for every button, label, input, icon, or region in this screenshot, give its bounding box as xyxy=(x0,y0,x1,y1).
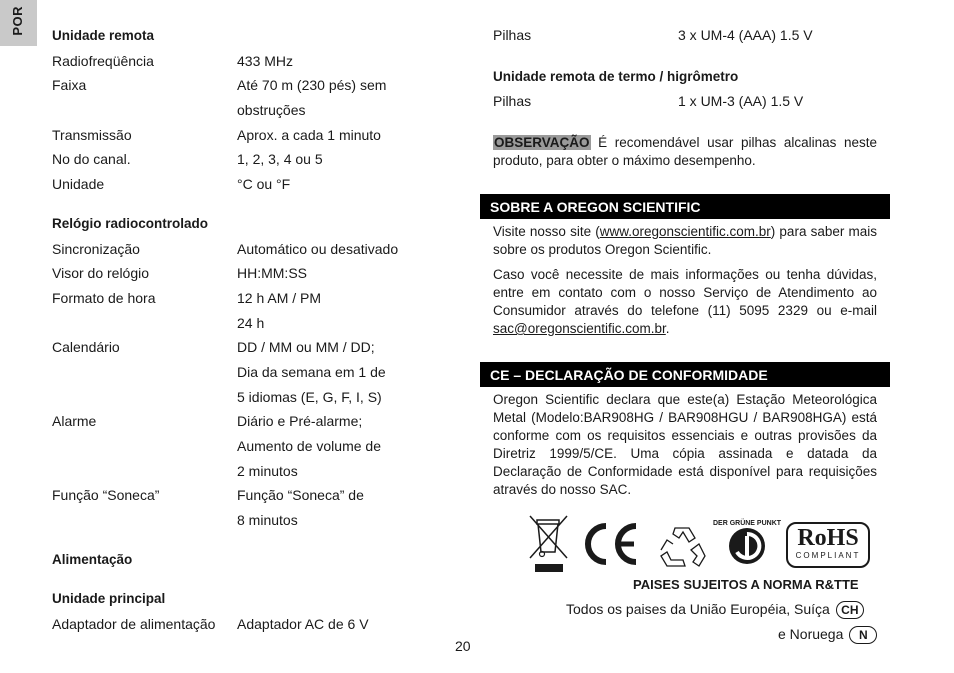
country-badge-ch: CH xyxy=(836,601,864,619)
spec-value: DD / MM ou MM / DD; xyxy=(237,339,375,356)
spec-label: Alarme xyxy=(52,413,97,430)
rtte-heading: PAISES SUJEITOS A NORMA R&TTE xyxy=(633,577,859,592)
language-tab-label: POR xyxy=(10,6,25,36)
spec-row xyxy=(52,98,452,123)
main-unit-heading: Unidade principal xyxy=(52,591,166,607)
ce-heading: CE – DECLARAÇÃO DE CONFORMIDADE xyxy=(490,367,768,383)
spec-row xyxy=(52,311,452,336)
spec-row xyxy=(52,459,452,484)
spec-value: Aumento de volume de xyxy=(237,438,381,454)
about-paragraph-2 xyxy=(493,266,877,338)
green-dot-icon xyxy=(712,516,782,572)
spec-label: Visor do relógio xyxy=(52,265,150,282)
power-heading: Alimentação xyxy=(52,551,133,567)
about-p1-text-a: Visite nosso site ( xyxy=(493,224,600,239)
spec-value: 24 h xyxy=(237,314,265,331)
ce-mark-icon xyxy=(580,520,642,568)
spec-row xyxy=(52,237,452,262)
note-text: É recomendável usar pilhas alcalinas neste produto, para obter o máximo desempenho. xyxy=(493,135,877,168)
spec-value: 5 idiomas (E, G, F, I, S) xyxy=(237,388,382,405)
about-heading: SOBRE A OREGON SCIENTIFIC xyxy=(490,199,701,215)
spec-row xyxy=(52,483,452,508)
spec-value: 433 MHz xyxy=(237,52,294,69)
spec-row xyxy=(52,385,452,410)
spec-row xyxy=(52,612,452,637)
spec-label: Unidade xyxy=(52,176,105,193)
remote-unit-specs xyxy=(52,49,452,197)
note-label: OBSERVAÇÃO xyxy=(494,135,590,150)
spec-label: Adaptador de alimentação xyxy=(52,616,216,633)
spec-label: Radiofreqüência xyxy=(52,52,154,69)
ce-paragraph: Oregon Scientific declara que este(a) Estação Meteorológica Metal (Modelo:BAR908HG / BAR908HGU / BAR908HGA) está conforme com os requisitos essenciais e outras provisões da Diretriz 1999/5/CE. Uma cópia assinada e datada da Declaração de Conformidade está disponível para requisições através do nosso SAC. xyxy=(493,392,877,497)
note-paragraph xyxy=(493,134,877,170)
spec-value: Aprox. a cada 1 minuto xyxy=(237,126,381,143)
rohs-text: RoHS xyxy=(797,525,859,551)
spec-value: Dia da semana em 1 de xyxy=(237,363,386,380)
spec-value: HH:MM:SS xyxy=(237,265,307,282)
website-link[interactable]: www.oregonscientific.com.br xyxy=(599,224,771,239)
spec-row xyxy=(52,261,452,286)
remote-unit-heading: Unidade remota xyxy=(52,28,155,43)
rtte-line-2 xyxy=(778,626,877,644)
rtte-line-1-text: Todos os paises da União Européia, Suíça xyxy=(566,601,830,617)
rtte-line-1 xyxy=(566,601,864,619)
spec-label: Sincronização xyxy=(52,240,140,257)
about-p2-text-b: . xyxy=(665,321,670,336)
rohs-logo xyxy=(786,522,870,568)
spec-row xyxy=(52,49,452,74)
about-heading-bar xyxy=(480,194,890,219)
spec-row xyxy=(52,409,452,434)
rohs-subtext: COMPLIANT xyxy=(795,551,861,560)
email-link[interactable]: sac@oregonscientific.com.br xyxy=(493,321,666,336)
spec-value: °C ou °F xyxy=(237,176,291,193)
spec-value: 2 minutos xyxy=(237,462,298,479)
spec-row xyxy=(52,360,452,385)
batteries-label: Pilhas xyxy=(493,27,532,43)
spec-label: Calendário xyxy=(52,339,120,356)
spec-label: Formato de hora xyxy=(52,289,156,306)
certification-logos xyxy=(522,510,878,574)
about-p2-text-a: Caso você necessite de mais informações ou tenha dúvidas, entre em contato com o nosso Serviço de Atendimento ao Consumidor através do telefone (11) 5095 2329 ou e-mail xyxy=(493,267,877,318)
spec-value: obstruções xyxy=(237,102,306,119)
spec-label: No do canal. xyxy=(52,151,131,168)
spec-value: Até 70 m (230 pés) sem xyxy=(237,77,387,94)
spec-value: 12 h AM / PM xyxy=(237,289,322,306)
spec-row xyxy=(52,286,452,311)
thermo-batteries-label: Pilhas xyxy=(493,93,532,109)
spec-label: Função “Soneca” xyxy=(52,487,160,504)
left-column xyxy=(52,24,452,637)
about-p1-text-b: ) para saber mais sobre os produtos Oregon Scientific. xyxy=(493,224,877,257)
main-unit-specs xyxy=(52,612,452,637)
crossed-bin-icon xyxy=(527,514,571,574)
spec-value: Adaptador AC de 6 V xyxy=(237,616,369,633)
spec-value: Diário e Pré-alarme; xyxy=(237,413,363,430)
spec-label: Faixa xyxy=(52,77,87,94)
spec-label: Transmissão xyxy=(52,126,132,143)
batteries-value: 3 x UM-4 (AAA) 1.5 V xyxy=(678,27,813,43)
spec-value: 8 minutos xyxy=(237,512,298,529)
country-badge-n: N xyxy=(849,626,877,644)
thermo-batteries-value: 1 x UM-3 (AA) 1.5 V xyxy=(678,93,804,109)
spec-value: Função “Soneca” de xyxy=(237,487,364,504)
about-paragraph-1 xyxy=(493,223,877,259)
spec-row xyxy=(52,508,452,533)
page-number: 20 xyxy=(455,638,471,654)
radio-clock-specs xyxy=(52,237,452,533)
spec-value: Automático ou desativado xyxy=(237,240,399,257)
ce-heading-bar xyxy=(480,362,890,387)
thermo-heading: Unidade remota de termo / higrômetro xyxy=(493,69,739,84)
language-tab xyxy=(0,0,37,46)
spec-row xyxy=(52,73,452,98)
spec-row xyxy=(52,172,452,197)
radio-clock-heading: Relógio radiocontrolado xyxy=(52,215,209,231)
recycle-icon xyxy=(655,522,709,570)
spec-row xyxy=(52,147,452,172)
spec-row xyxy=(52,123,452,148)
spec-row xyxy=(52,434,452,459)
rtte-line-2-text: e Noruega xyxy=(778,626,844,642)
spec-value: 1, 2, 3, 4 ou 5 xyxy=(237,151,323,168)
green-dot-text: DER GRÜNE PUNKT xyxy=(712,520,782,527)
spec-row xyxy=(52,335,452,360)
